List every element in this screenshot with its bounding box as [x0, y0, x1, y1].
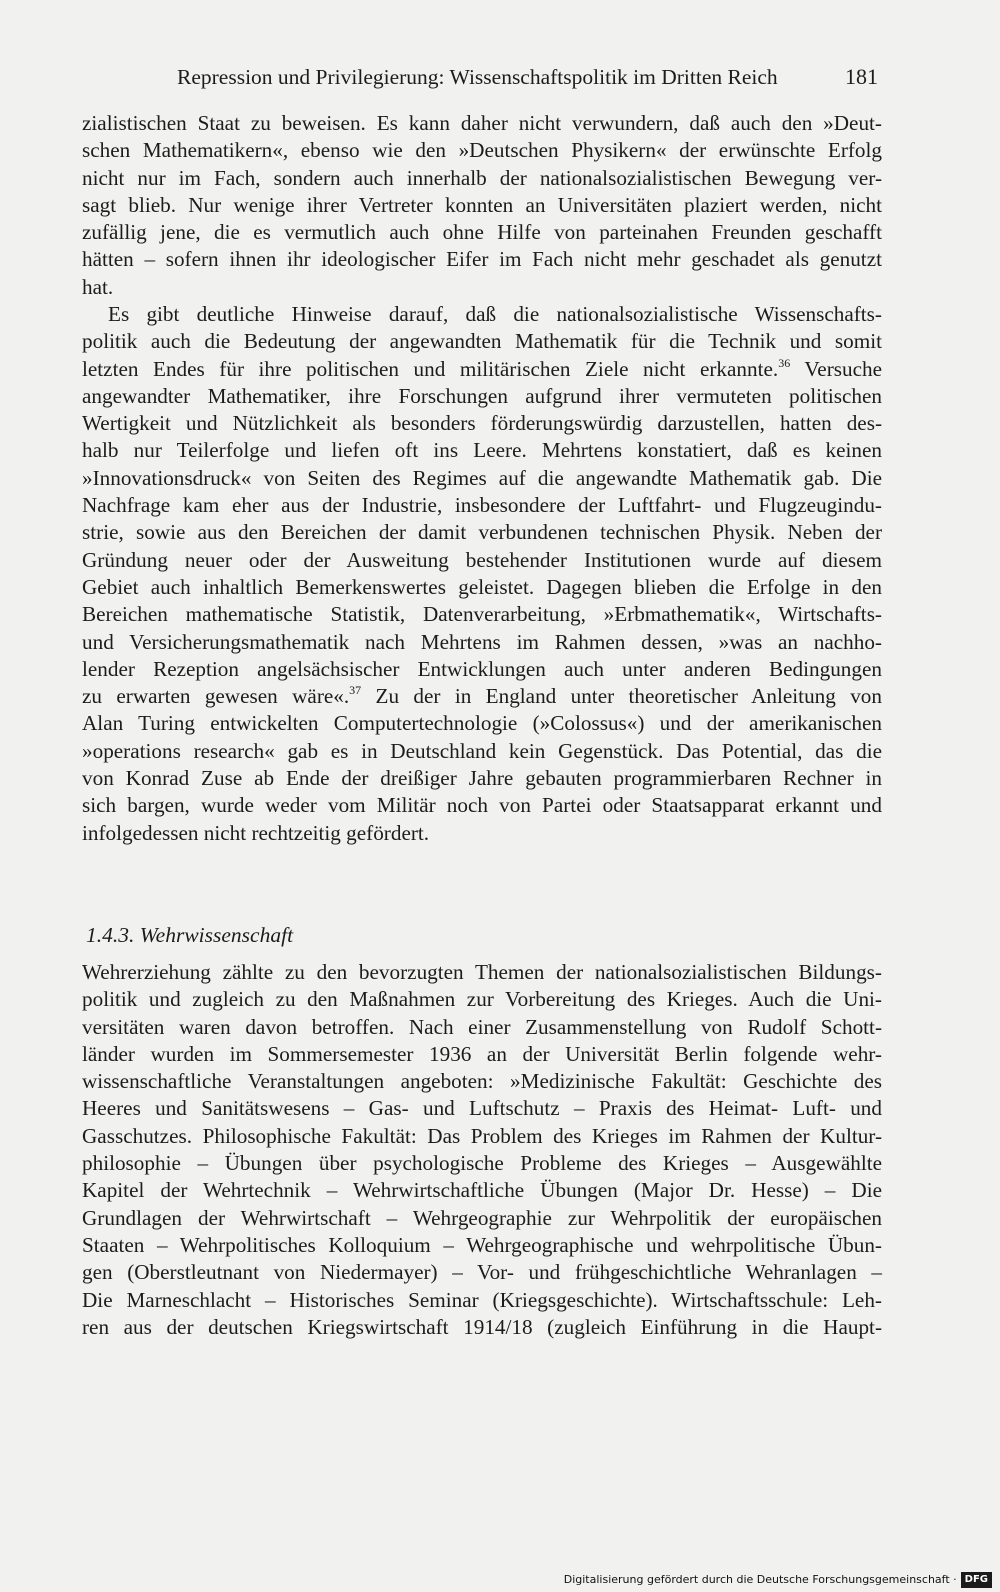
text-line: Die Marneschlacht – Historisches Seminar (Kriegsgeschichte). Wirtschaftsschule: Leh- [82, 1287, 882, 1312]
footnote-marker-37[interactable]: 37 [349, 683, 362, 698]
text-line: wissenschaftliche Veranstaltungen angeboten: »Medizinische Fakultät: Geschichte des [82, 1069, 882, 1094]
text-line: sagt blieb. Nur wenige ihrer Vertreter konnten an Universitäten plaziert werden, nicht [82, 192, 882, 217]
text-line: schen Mathematikern«, ebenso wie den »Deutschen Physikern« der erwünschte Erfolg [82, 138, 882, 163]
text-line: Gründung neuer oder der Ausweitung bestehender Institutionen wurde auf diesem [82, 547, 882, 572]
text-line: und Versicherungsmathematik nach Mehrtens im Rahmen dessen, »was an nachho- [82, 629, 882, 654]
text-line: zufällig jene, die es vermutlich auch ohne Hilfe von parteinahen Freunden geschafft [82, 220, 882, 245]
text-line: Grundlagen der Wehrwirtschaft – Wehrgeographie zur Wehrpolitik der europäischen [82, 1205, 882, 1230]
text-line: angewandter Mathematiker, ihre Forschungen aufgrund ihrer vermuteten politischen [82, 383, 882, 408]
text-line: hat. [82, 274, 114, 299]
line-text: Versuche [790, 356, 882, 381]
text-line: Nachfrage kam eher aus der Industrie, insbesondere der Luftfahrt- und Flugzeugindu- [82, 493, 882, 518]
text-line: »operations research« gab es in Deutschland kein Gegenstück. Das Potential, das die [82, 738, 882, 763]
text-line: lender Rezeption angelsächsischer Entwicklungen auch unter anderen Bedingungen [82, 656, 882, 681]
text-line: hätten – sofern ihnen ihr ideologischer Eifer im Fach nicht mehr geschadet als genutzt [82, 247, 882, 272]
text-line: infolgedessen nicht rechtzeitig gefördert. [82, 820, 430, 845]
line-text: letzten Endes für ihre politischen und militärischen Ziele nicht erkannte. [82, 356, 779, 381]
text-line: philosophie – Übungen über psychologische Probleme des Krieges – Ausgewählte [82, 1151, 882, 1176]
text-line: Wehrerziehung zählte zu den bevorzugten Themen der nationalsozialistischen Bildungs- [82, 960, 882, 984]
text-line: halb nur Teilerfolge und liefen oft ins Leere. Mehrtens konstatiert, daß es keinen [82, 438, 882, 463]
footer-text: Digitalisierung gefördert durch die Deutsche Forschungsgemeinschaft · [563, 1573, 957, 1586]
text-line: Wertigkeit und Nützlichkeit als besonders förderungswürdig darzustellen, hatten des- [82, 411, 882, 436]
section-heading: 1.4.3. Wehrwissenschaft [86, 923, 294, 947]
text-line [82, 683, 882, 710]
text-line: Gebiet auch inhaltlich Bemerkenswertes geleistet. Dagegen blieben die Erfolge in den [82, 574, 882, 599]
paragraph-2 [82, 301, 882, 847]
text-line: Heeres und Sanitätswesens – Gas- und Luftschutz – Praxis des Heimat- Luft- und [82, 1096, 882, 1121]
running-header [165, 62, 878, 92]
text-line: gen (Oberstleutnant von Niedermayer) – Vor- und frühgeschichtliche Wehranlagen – [82, 1260, 882, 1285]
running-title: Repression und Privilegierung: Wissenschaftspolitik im Dritten Reich [177, 65, 778, 89]
text-line: politik auch die Bedeutung der angewandten Mathematik für die Technik und somit [82, 329, 882, 354]
line-text: Zu der in England unter theoretischer Anleitung von [361, 684, 882, 709]
text-line: ren aus der deutschen Kriegswirtschaft 1914/18 (zugleich Einführung in die Haupt- [82, 1314, 882, 1339]
text-line: politik und zugleich zu den Maßnahmen zur Vorbereitung des Krieges. Auch die Uni- [82, 987, 882, 1012]
text-line: Staaten – Wehrpolitisches Kolloquium – Wehrgeographische und wehrpolitische Übun- [82, 1232, 882, 1257]
footnote-marker-36[interactable]: 36 [778, 355, 791, 370]
text-line: nicht nur im Fach, sondern auch innerhalb der nationalsozialistischen Bewegung ver- [82, 165, 882, 190]
text-line: strie, sowie aus den Bereichen der damit verbundenen technischen Physik. Neben der [82, 520, 882, 545]
text-line: Es gibt deutliche Hinweise darauf, daß die nationalsozialistische Wissenschafts- [108, 302, 882, 326]
dfg-logo: DFG [961, 1572, 992, 1588]
text-line: länder wurden im Sommersemester 1936 an der Universität Berlin folgende wehr- [82, 1041, 882, 1066]
page-number: 181 [845, 64, 878, 89]
text-line [82, 356, 882, 383]
paragraph-1 [82, 110, 882, 301]
text-line: von Konrad Zuse ab Ende der dreißiger Jahre gebauten programmierbaren Rechner in [82, 766, 882, 791]
text-line: versitäten waren davon betroffen. Nach einer Zusammenstellung von Rudolf Schott- [82, 1014, 882, 1039]
text-line: Alan Turing entwickelten Computertechnologie (»Colossus«) und der amerikanischen [82, 711, 882, 736]
digitization-footer [564, 1571, 992, 1589]
paragraph-3 [82, 959, 882, 1341]
text-line: »Innovationsdruck« von Seiten des Regimes auf die angewandte Mathematik gab. Die [82, 465, 882, 490]
line-text: zu erwarten gewesen wäre«. [82, 684, 350, 709]
text-line: zialistischen Staat zu beweisen. Es kann daher nicht verwundern, daß auch den »Deut- [82, 111, 882, 135]
text-line: Bereichen mathematische Statistik, Datenverarbeitung, »Erbmathematik«, Wirtschafts- [82, 602, 882, 627]
text-line: Gasschutzes. Philosophische Fakultät: Das Problem des Krieges im Rahmen der Kultur- [82, 1123, 882, 1148]
text-line: Kapitel der Wehrtechnik – Wehrwirtschaftliche Übungen (Major Dr. Hesse) – Die [82, 1178, 882, 1203]
text-line: sich bargen, wurde weder vom Militär noch von Partei oder Staatsapparat erkannt und [82, 793, 882, 818]
